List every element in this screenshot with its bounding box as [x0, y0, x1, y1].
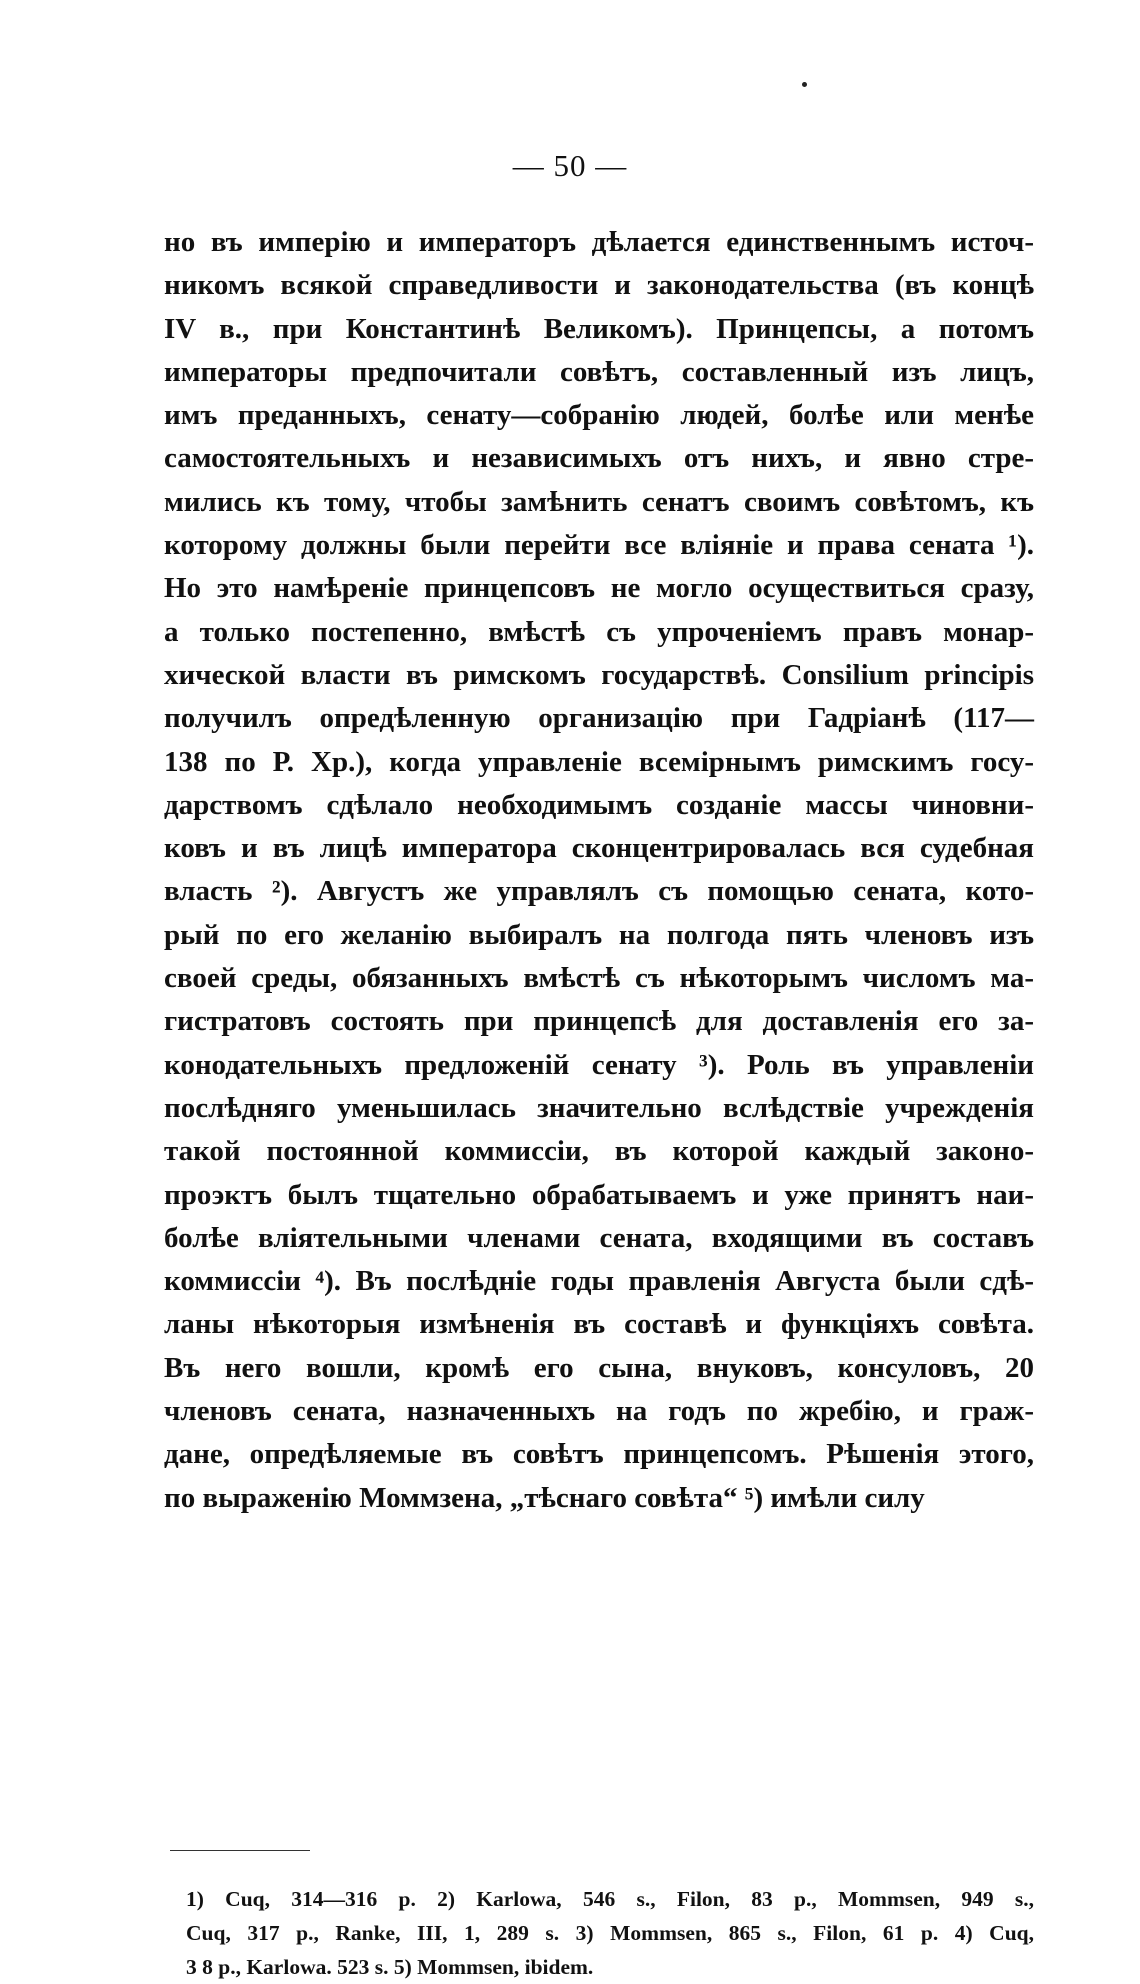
body-line: послѣдняго уменьшилась значительно вслѣдствіе учрежденія — [164, 1091, 1034, 1124]
footnote-line: 3 8 p., Karlowa. 523 s. 5) Mommsen, ibidem. — [186, 1955, 594, 1979]
body-line: дане, опредѣляемые въ совѣтъ принцепсомъ. Рѣшенія этого, — [164, 1438, 1034, 1471]
body-line: императоры предпочитали совѣтъ, составленный изъ лицъ, — [164, 355, 1034, 388]
body-line: IV в., при Константинѣ Великомъ). Принцепсы, а потомъ — [164, 312, 1034, 345]
page-number: — 50 — — [512, 148, 628, 183]
body-line: дарствомъ сдѣлало необходимымъ созданіе массы чиновни- — [164, 788, 1034, 821]
body-line: власть ²). Августъ же управлялъ съ помощью сената, кото- — [164, 875, 1034, 908]
body-line: а только постепенно, вмѣстѣ съ упроченіемъ правъ монар- — [164, 615, 1034, 648]
body-line: получилъ опредѣленную организацію при Гадріанѣ (117— — [164, 702, 1034, 735]
body-line: никомъ всякой справедливости и законодательства (въ концѣ — [164, 269, 1034, 302]
body-line: такой постоянной коммиссіи, въ которой каждый законо- — [164, 1135, 1034, 1168]
body-line: Въ него вошли, кромѣ его сына, внуковъ, консуловъ, 20 — [164, 1351, 1034, 1384]
body-line: ланы нѣкоторыя измѣненія въ составѣ и функціяхъ совѣта. — [164, 1308, 1034, 1341]
body-line: конодательныхъ предложеній сенату ³). Роль въ управленіи — [164, 1048, 1034, 1081]
body-line: проэктъ былъ тщательно обрабатываемъ и уже принятъ наи- — [164, 1178, 1034, 1211]
body-line: по выраженію Моммзена, „тѣснаго совѣта“ ⁵) имѣли силу — [164, 1481, 925, 1514]
body-line: своей среды, обязанныхъ вмѣстѣ съ нѣкоторымъ числомъ ма- — [164, 962, 1034, 995]
footnote-rule — [170, 1850, 310, 1851]
body-line: гистратовъ состоять при принцепсѣ для доставленія его за- — [164, 1005, 1034, 1038]
body-line: мились къ тому, чтобы замѣнить сенатъ своимъ совѣтомъ, къ — [164, 485, 1034, 518]
body-line: рый по его желанію выбиралъ на полгода пять членовъ изъ — [164, 918, 1034, 951]
body-line: 138 по Р. Хр.), когда управленіе всемірнымъ римскимъ госу- — [164, 745, 1034, 778]
body-line: Но это намѣреніе принцепсовъ не могло осуществиться сразу, — [164, 572, 1034, 605]
footnote-line: 1) Cuq, 314—316 p. 2) Karlowa, 546 s., Filon, 83 p., Mommsen, 949 s., — [186, 1887, 1034, 1911]
body-line: но въ имперію и императоръ дѣлается единственнымъ источ- — [164, 226, 1034, 258]
body-line: самостоятельныхъ и независимыхъ отъ нихъ, и явно стре- — [164, 442, 1034, 475]
body-line: коммиссіи ⁴). Въ послѣдніе годы правленія Августа были сдѣ- — [164, 1265, 1034, 1298]
footnotes — [186, 1882, 1034, 1984]
body-text — [164, 221, 1034, 1520]
body-line: болѣе вліятельными членами сената, входящими въ составъ — [164, 1221, 1034, 1254]
footnote-line: Cuq, 317 p., Ranke, III, 1, 289 s. 3) Mommsen, 865 s., Filon, 61 p. 4) Cuq, — [186, 1921, 1034, 1945]
print-speck — [802, 82, 807, 87]
body-line: хической власти въ римскомъ государствѣ. Consilium principis — [164, 658, 1034, 691]
body-line: ковъ и въ лицѣ императора сконцентрировалась вся судебная — [164, 832, 1034, 865]
body-line: членовъ сената, назначенныхъ на годъ по жребію, и граж- — [164, 1395, 1034, 1428]
body-line: которому должны были перейти все вліяніе и права сената ¹). — [164, 529, 1034, 562]
body-line: имъ преданныхъ, сенату—собранію людей, болѣе или менѣе — [164, 399, 1034, 432]
